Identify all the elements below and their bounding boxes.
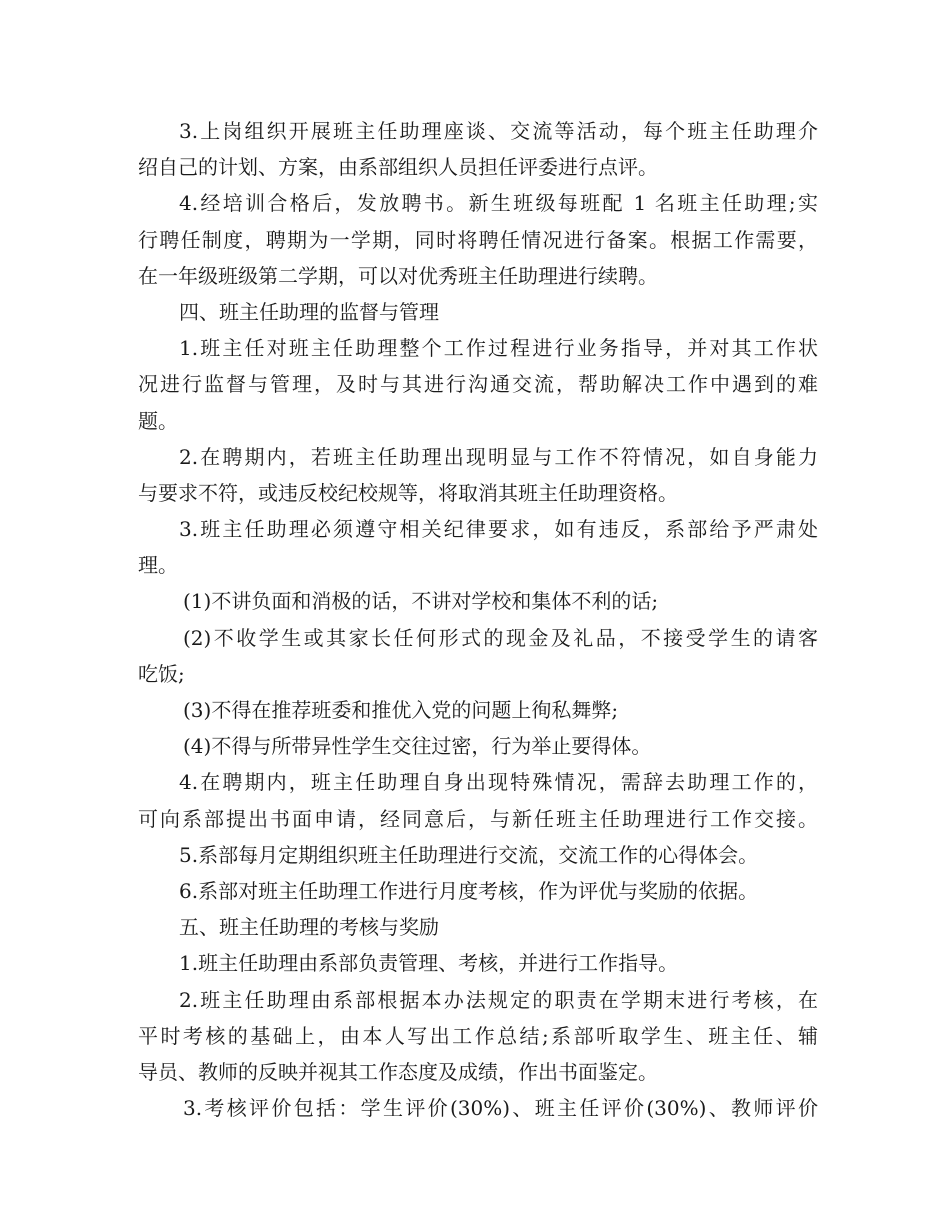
paragraph-line: 与要求不符，或违反校纪校规等，将取消其班主任助理资格。 <box>138 480 678 505</box>
paragraph-line: 2.在聘期内，若班主任助理出现明显与工作不符情况，如自身能力 <box>179 444 818 469</box>
paragraph-line: 绍自己的计划、方案，由系部组织人员担任评委进行点评。 <box>138 155 658 180</box>
paragraph-line: 3.班主任助理必须遵守相关纪律要求，如有违反，系部给予严肃处 <box>179 517 818 542</box>
paragraph-line: 4.在聘期内，班主任助理自身出现特殊情况，需辞去助理工作的， <box>179 770 818 795</box>
paragraph-line: 2.班主任助理由系部根据本办法规定的职责在学期末进行考核，在 <box>179 987 818 1012</box>
paragraph-line: 3.上岗组织开展班主任助理座谈、交流等活动，每个班主任助理介 <box>179 119 818 143</box>
section-heading: 五、班主任助理的考核与奖励 <box>179 915 439 940</box>
section-heading: 四、班主任助理的监督与管理 <box>179 299 439 324</box>
document-body <box>138 113 818 1126</box>
list-item: (4)不得与所带异性学生交往过密，行为举止要得体。 <box>183 734 652 759</box>
paragraph-line: 4.经培训合格后，发放聘书。新生班级每班配 1 名班主任助理;实 <box>179 191 818 216</box>
list-item: (3)不得在推荐班委和推优入党的问题上徇私舞弊; <box>183 698 619 722</box>
paragraph-line: 行聘任制度，聘期为一学期，同时将聘任情况进行备案。根据工作需要， <box>138 227 818 252</box>
paragraph-line: 可向系部提出书面申请，经同意后，与新任班主任助理进行工作交接。 <box>138 806 818 831</box>
paragraph-line: 1.班主任对班主任助理整个工作过程进行业务指导，并对其工作状 <box>179 336 818 361</box>
paragraph-line: 导员、教师的反映并视其工作态度及成绩，作出书面鉴定。 <box>138 1059 658 1084</box>
paragraph-line: 吃饭; <box>138 661 185 686</box>
paragraph-line: 理。 <box>138 553 178 578</box>
paragraph-line: 1.班主任助理由系部负责管理、考核，并进行工作指导。 <box>179 951 679 976</box>
paragraph-line: 题。 <box>138 408 178 433</box>
paragraph-line: 平时考核的基础上，由本人写出工作总结;系部听取学生、班主任、辅 <box>138 1023 818 1048</box>
paragraph-line: 6.系部对班主任助理工作进行月度考核，作为评优与奖励的依据。 <box>179 878 759 903</box>
paragraph-line: 5.系部每月定期组织班主任助理进行交流，交流工作的心得体会。 <box>179 842 759 867</box>
paragraph-line: 况进行监督与管理，及时与其进行沟通交流，帮助解决工作中遇到的难 <box>138 372 818 397</box>
list-item: (2)不收学生或其家长任何形式的现金及礼品，不接受学生的请客 <box>183 625 818 650</box>
paragraph-line: 3.考核评价包括：学生评价(30%)、班主任评价(30%)、教师评价 <box>183 1096 818 1121</box>
list-item: (1)不讲负面和消极的话，不讲对学校和集体不利的话; <box>183 589 659 614</box>
paragraph-line: 在一年级班级第二学期，可以对优秀班主任助理进行续聘。 <box>138 263 658 288</box>
